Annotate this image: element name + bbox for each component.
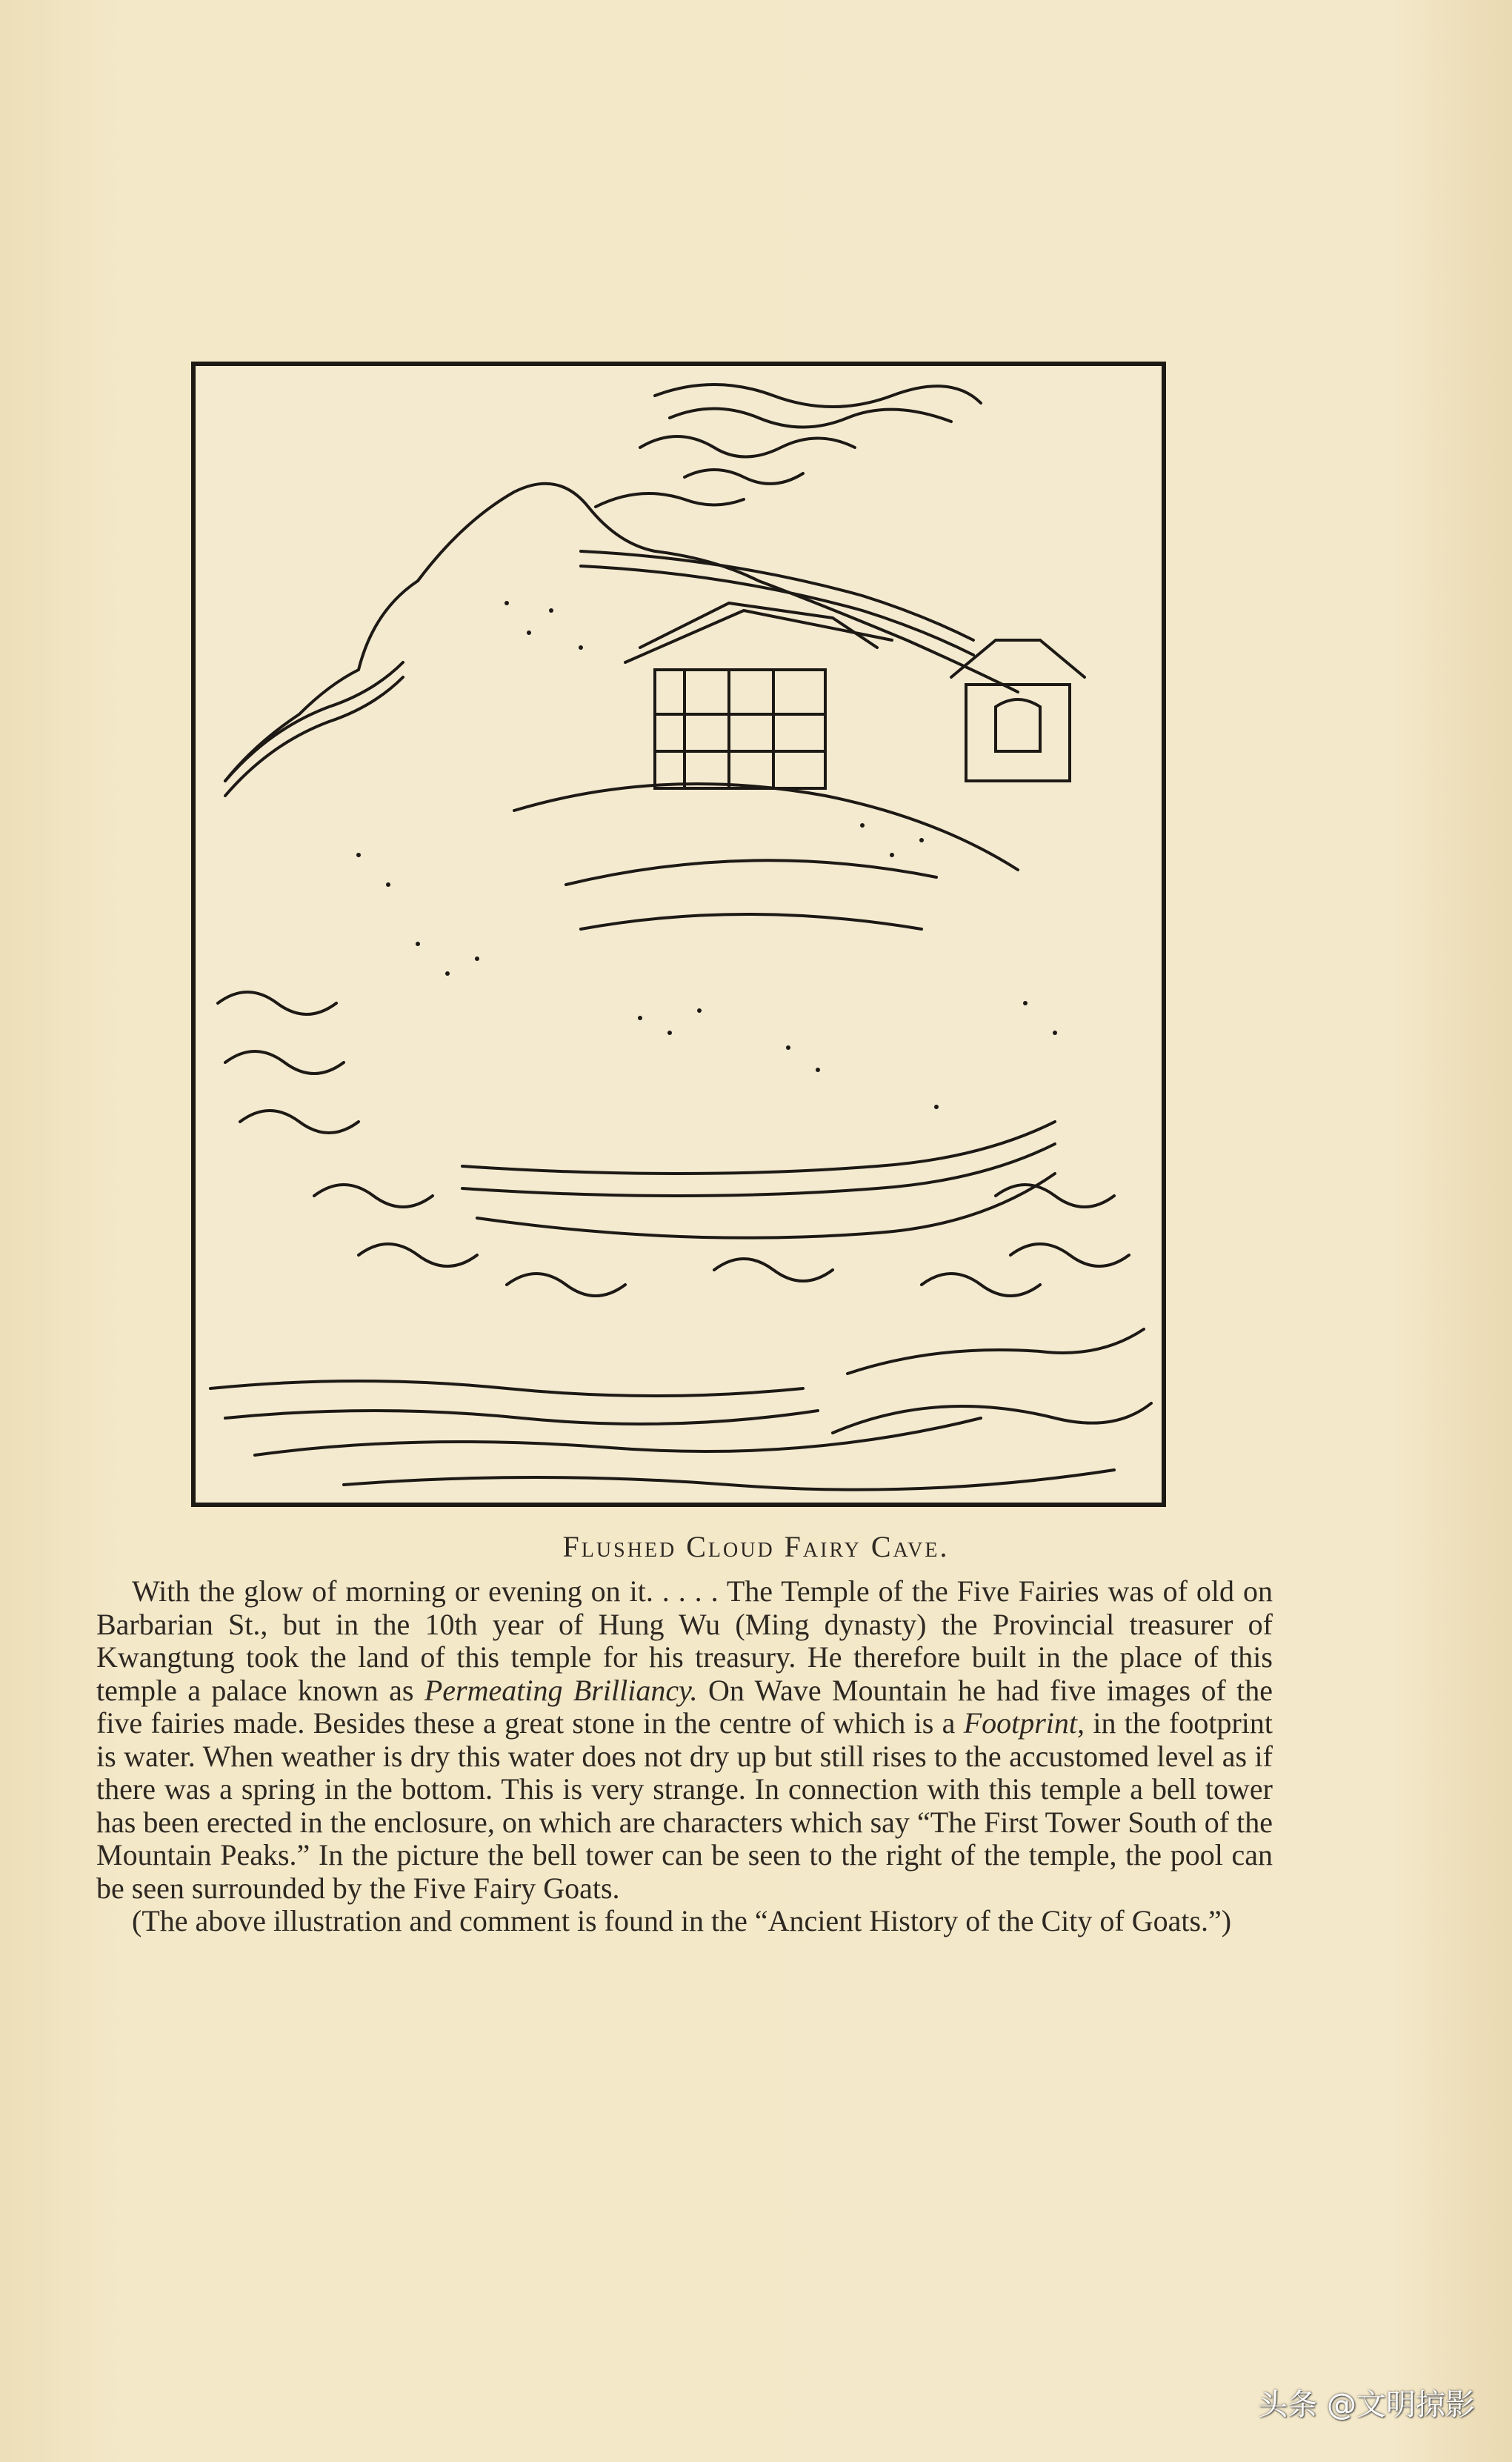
water-lines	[210, 1381, 803, 1396]
italic-term: Permeating Brilliancy.	[424, 1673, 698, 1707]
italic-term: Footprint,	[963, 1706, 1085, 1740]
mountain-outline	[418, 484, 1018, 692]
woodcut-illustration	[191, 362, 1166, 1507]
lower-wall	[462, 1122, 1055, 1174]
temple-building	[625, 603, 892, 788]
bell-tower	[951, 640, 1085, 781]
figure-caption: Flushed Cloud Fairy Cave.	[562, 1530, 950, 1563]
body-text	[96, 1575, 1273, 1938]
paragraph-1: With the glow of morning or evening on it. . . . . The Temple of the Five Fairies was of old on Barbarian St., but in the 10th year of Hung Wu (Ming dynasty) the Provincial treasurer of Kwangtung took the land of this temple for his treasury. He therefore built in the place of this temple a palace known as Permeating Brilliancy. On Wave Mountain he had five images of the five fairies made. Besides these a great stone in the centre of which is a Footprint, in the footprint is water. When weather is dry this water does not dry up but still rises to the accustomed level as if there was a spring in the bottom. This is very strange. In connection with this temple a bell tower has been erected in the enclosure, on which are characters which say “The First Tower South of the Mountain Peaks.” In the picture the bell tower can be seen to the right of the temple, the pool can be seen surrounded by the Five Fairy Goats.	[96, 1574, 1273, 1905]
watermark: 头条 @文明掠影	[1258, 2388, 1475, 2422]
cloud-scroll	[655, 385, 981, 407]
paragraph-2: (The above illustration and comment is found in the “Ancient History of the City of Goats.”)	[132, 1904, 1232, 1937]
left-wall	[225, 662, 403, 781]
top-wall	[581, 551, 973, 640]
